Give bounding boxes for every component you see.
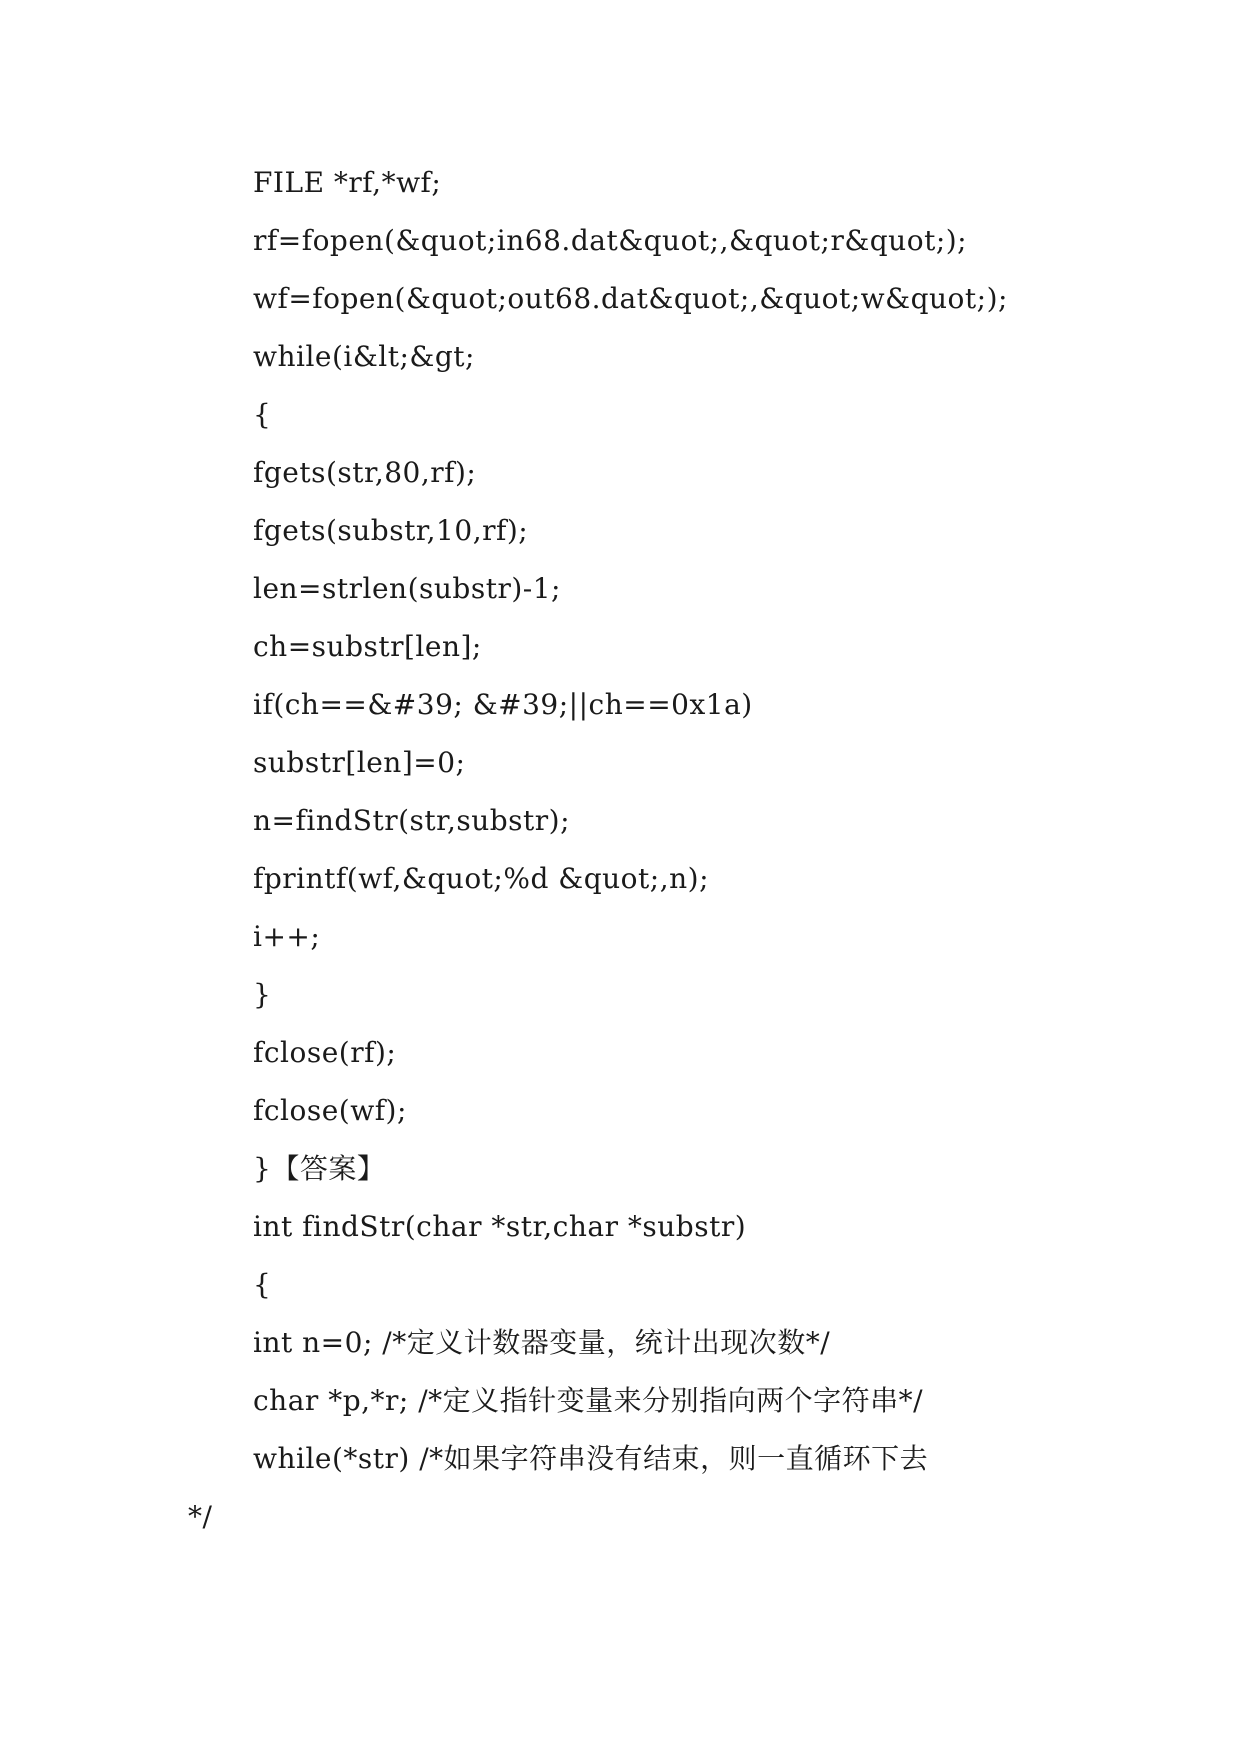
code-line: fprintf(wf,&quot;%d &quot;,n); bbox=[253, 862, 709, 895]
code-line: wf=fopen(&quot;out68.dat&quot;,&quot;w&quot;); bbox=[253, 282, 1008, 315]
code-line: } bbox=[253, 978, 272, 1011]
code-line: while(i&lt;&gt; bbox=[253, 340, 475, 373]
code-line: { bbox=[253, 398, 272, 431]
code-line: i++; bbox=[253, 920, 321, 953]
code-line: int n=0; /*定义计数器变量，统计出现次数*/ bbox=[253, 1326, 831, 1359]
code-line: fclose(rf); bbox=[253, 1036, 397, 1069]
code-line: if(ch==&#39; &#39;||ch==0x1a) bbox=[253, 688, 753, 721]
code-line-wrapped: */ bbox=[188, 1500, 213, 1533]
code-line: { bbox=[253, 1268, 272, 1301]
code-line: n=findStr(str,substr); bbox=[253, 804, 571, 837]
code-line: fclose(wf); bbox=[253, 1094, 407, 1127]
code-line: ch=substr[len]; bbox=[253, 630, 482, 663]
code-line: len=strlen(substr)-1; bbox=[253, 572, 561, 605]
code-line: fgets(str,80,rf); bbox=[253, 456, 477, 489]
code-line: int findStr(char *str,char *substr) bbox=[253, 1210, 747, 1243]
code-line: rf=fopen(&quot;in68.dat&quot;,&quot;r&quot;); bbox=[253, 224, 968, 257]
code-line: while(*str) /*如果字符串没有结束，则一直循环下去 bbox=[253, 1442, 929, 1475]
code-line: substr[len]=0; bbox=[253, 746, 466, 779]
code-line: FILE *rf,*wf; bbox=[253, 166, 442, 199]
answer-heading-line: }【答案】 bbox=[253, 1152, 386, 1185]
code-listing bbox=[0, 154, 1241, 1546]
code-line: char *p,*r; /*定义指针变量来分别指向两个字符串*/ bbox=[253, 1384, 924, 1417]
code-line: fgets(substr,10,rf); bbox=[253, 514, 529, 547]
